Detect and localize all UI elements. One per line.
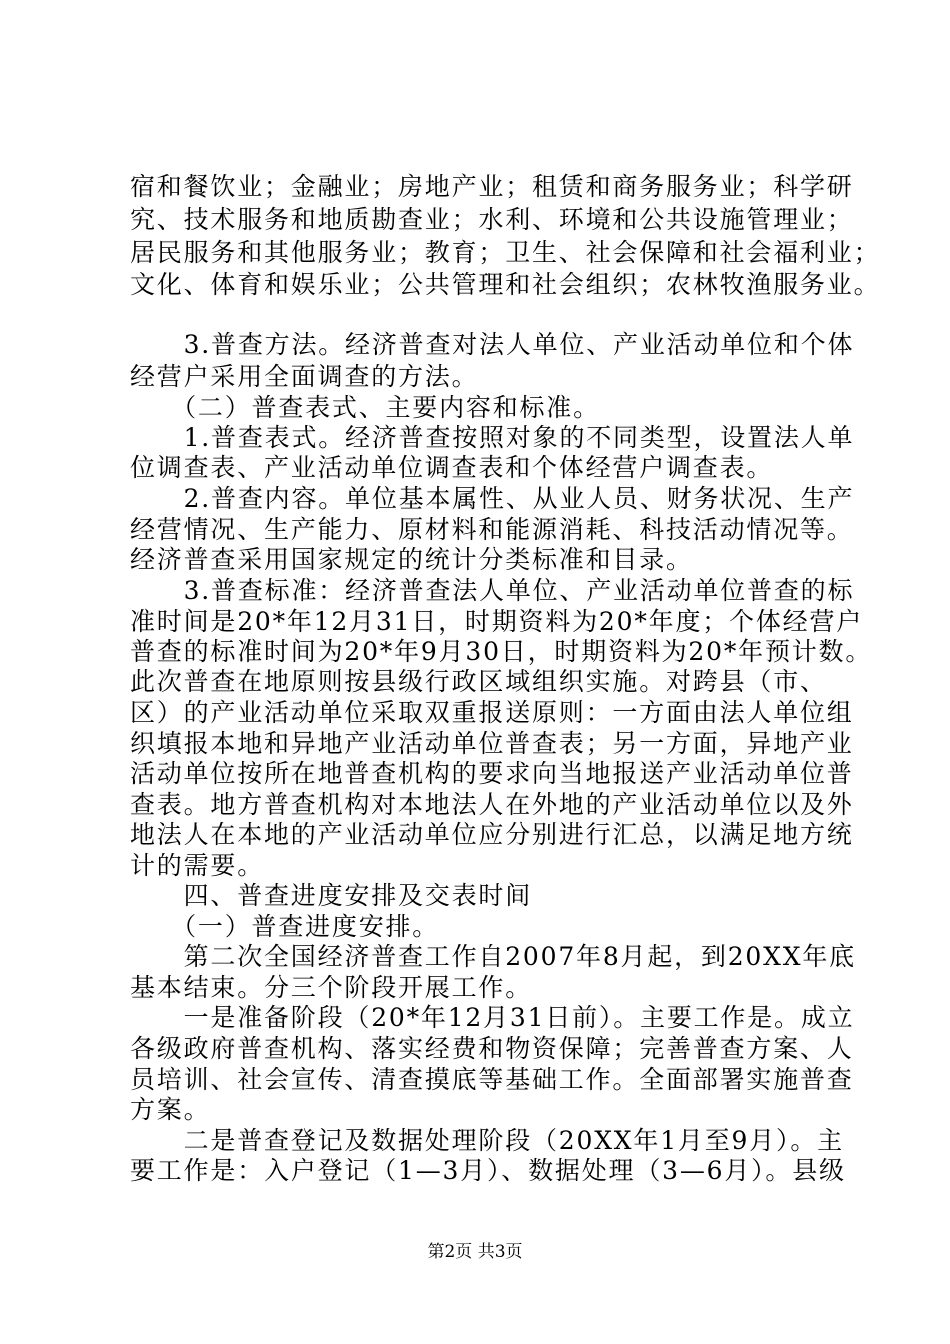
text-line: 经营情况、生产能力、原材料和能源消耗、科技活动情况等。 [130, 515, 854, 544]
text-line: 基本结束。分三个阶段开展工作。 [130, 973, 533, 1002]
text-line: 地法人在本地的产业活动单位应分别进行汇总，以满足地方统 [130, 820, 854, 849]
text-line: 员培训、社会宣传、清查摸底等基础工作。全面部署实施普查 [130, 1065, 854, 1094]
text-line: 计的需要。 [130, 851, 265, 880]
text-line: 经营户采用全面调查的方法。 [130, 362, 479, 391]
section-heading: 四、普查进度安排及交表时间 [130, 881, 533, 910]
text-line: 要工作是：入户登记（1—3月）、数据处理（3—6月）。县级 [130, 1156, 846, 1185]
text-line: 1.普查表式。经济普查按照对象的不同类型，设置法人单 [130, 423, 855, 452]
text-line: 文化、体育和娱乐业；公共管理和社会组织；农林牧渔服务业。 [130, 270, 881, 299]
text-line: 织填报本地和异地产业活动单位普查表；另一方面，异地产业 [130, 729, 854, 758]
text-line: 区）的产业活动单位采取双重报送原则：一方面由法人单位组 [130, 698, 854, 727]
text-line: 第二次全国经济普查工作自2007年8月起，到20XX年底 [130, 942, 856, 971]
text-line: 3.普查方法。经济普查对法人单位、产业活动单位和个体 [130, 330, 855, 359]
text-line: 准时间是20*年12月31日，时期资料为20*年度；个体经营户 [130, 607, 864, 636]
text-line: 一是准备阶段（20*年12月31日前）。主要工作是。成立 [130, 1003, 855, 1032]
text-line: 查表。地方普查机构对本地法人在外地的产业活动单位以及外 [130, 790, 854, 819]
text-line: 宿和餐饮业；金融业；房地产业；租赁和商务服务业；科学研 [130, 172, 854, 201]
section-heading: （一）普查进度安排。 [130, 912, 440, 941]
text-line: 究、技术服务和地质勘查业；水利、环境和公共设施管理业； [130, 205, 854, 234]
text-line: 位调查表、产业活动单位调查表和个体经营户调查表。 [130, 453, 774, 482]
section-heading: （二）普查表式、主要内容和标准。 [130, 393, 600, 422]
text-line: 居民服务和其他服务业；教育；卫生、社会保障和社会福利业； [130, 238, 881, 267]
page-footer: 第2页 共3页 [427, 1242, 523, 1262]
text-line: 此次普查在地原则按县级行政区域组织实施。对跨县（市、 [130, 667, 827, 696]
text-line: 活动单位按所在地普查机构的要求向当地报送产业活动单位普 [130, 759, 854, 788]
text-line: 方案。 [130, 1095, 211, 1124]
text-line: 普查的标准时间为20*年9月30日，时期资料为20*年预计数。 [130, 637, 873, 666]
text-line: 经济普查采用国家规定的统计分类标准和目录。 [130, 545, 693, 574]
text-line: 二是普查登记及数据处理阶段（20XX年1月至9月）。主 [130, 1126, 844, 1155]
text-line: 各级政府普查机构、落实经费和物资保障；完善普查方案、人 [130, 1034, 854, 1063]
text-line: 2.普查内容。单位基本属性、从业人员、财务状况、生产 [130, 484, 855, 513]
text-line: 3.普查标准：经济普查法人单位、产业活动单位普查的标 [130, 576, 855, 605]
